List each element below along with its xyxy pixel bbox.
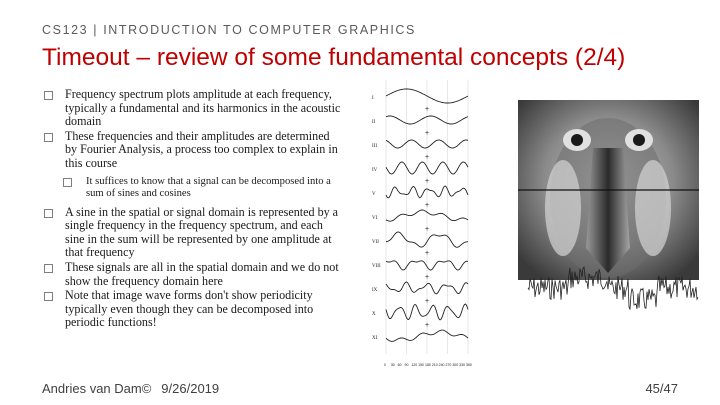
footer: [42, 381, 219, 396]
svg-text:+: +: [425, 274, 430, 281]
square-bullet-icon: [44, 91, 53, 100]
row-label: II: [372, 120, 376, 125]
square-bullet-icon: [44, 133, 53, 142]
slide-title: Timeout – review of some fundamental concepts (2/4): [42, 44, 626, 71]
page-number: 45/47: [645, 381, 678, 396]
degree-label: 360: [466, 363, 472, 367]
square-bullet-icon: [44, 292, 53, 301]
degree-axis-labels: [384, 363, 472, 367]
svg-text:+: +: [425, 250, 430, 257]
bullet-list: [44, 88, 344, 331]
row-labels: [372, 96, 381, 341]
baboon-photo: [518, 100, 699, 280]
degree-label: 150: [418, 363, 425, 367]
svg-text:+: +: [425, 178, 430, 185]
degree-label: 210: [431, 363, 438, 367]
square-bullet-icon: [44, 209, 53, 218]
svg-text:+: +: [425, 154, 430, 161]
degree-label: 120: [411, 363, 418, 367]
bullet-item: [44, 88, 344, 129]
degree-label: 60: [397, 363, 402, 367]
bullet-text: These signals are all in the spatial domain and we do not show the frequency domain here: [65, 259, 339, 288]
svg-text:+: +: [425, 130, 430, 137]
svg-text:+: +: [425, 202, 430, 209]
bullet-text: These frequencies and their amplitudes are determined by Fourier Analysis, a process too complex to explain in this course: [65, 128, 338, 170]
row-label: I: [372, 96, 374, 101]
row-label: IV: [372, 168, 378, 173]
degree-label: 180: [425, 363, 431, 367]
svg-text:+: +: [425, 322, 430, 329]
row-label: VII: [372, 240, 379, 245]
row-label: V: [372, 192, 376, 197]
row-label: IX: [372, 288, 378, 293]
footer-date: 9/26/2019: [161, 381, 220, 396]
svg-text:+: +: [425, 226, 430, 233]
degree-label: 300: [452, 363, 459, 367]
bullet-text: Frequency spectrum plots amplitude at each frequency, typically a fundamental and its harmonics in the acoustic domain: [65, 87, 341, 129]
svg-text:+: +: [425, 298, 430, 305]
row-label: X: [372, 312, 376, 317]
course-header: CS123 | INTRODUCTION TO COMPUTER GRAPHICS: [42, 23, 416, 37]
degree-label: 240: [438, 363, 445, 367]
footer-author: Andries van Dam©: [42, 381, 152, 396]
degree-label: 30: [390, 363, 395, 367]
bullet-text: Note that image wave forms don't show periodicity typically even though they can be decomposed into periodic functions!: [65, 288, 314, 330]
degree-label: 90: [404, 363, 409, 367]
square-bullet-icon: [63, 178, 72, 187]
row-label: XI: [372, 336, 378, 341]
degree-label: 0: [384, 363, 386, 367]
bullet-text: A sine in the spatial or signal domain is represented by a single frequency in the frequency spectrum, and each sine in the sum will be represented by one amplitude at that frequency: [65, 204, 339, 260]
signal-figure: [368, 78, 712, 370]
square-bullet-icon: [44, 264, 53, 273]
row-label: VI: [372, 216, 378, 221]
bullet-item: [44, 261, 344, 288]
bullet-item: [44, 130, 344, 171]
bullet-text: It suffices to know that a signal can be decomposed into a sum of sines and cosines: [86, 175, 331, 199]
degree-label: 270: [445, 363, 452, 367]
row-label: III: [372, 144, 377, 149]
waveform-panel: [386, 80, 468, 354]
bullet-item: [44, 289, 344, 330]
degree-label: 330: [459, 363, 466, 367]
svg-text:+: +: [425, 106, 430, 113]
row-label: VIII: [372, 264, 381, 269]
bullet-item: [44, 206, 344, 260]
sub-bullet-item: [44, 176, 344, 200]
